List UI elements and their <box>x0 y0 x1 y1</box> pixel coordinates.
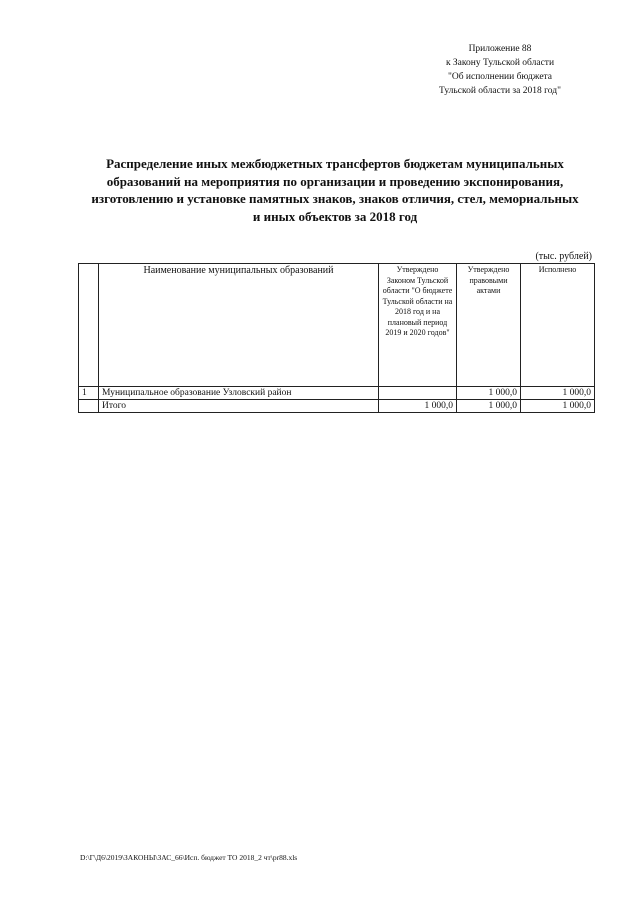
appendix-line-4: Тульской области за 2018 год" <box>439 86 561 96</box>
document-title: Распределение иных межбюджетных трансфертов бюджетам муниципальных образований на мероприятия по организации и проведению экспонирования, изготовлению и установке памятных знаков, знаков отличия, стел, мемориальных и иных объектов за 2018 год <box>91 156 579 224</box>
appendix-line-2: к Закону Тульской области <box>445 58 555 68</box>
row-approved-acts: 1 000,0 <box>457 387 521 400</box>
row-num: 1 <box>79 387 99 400</box>
units-label: (тыс. рублей) <box>535 251 592 262</box>
table-row-total <box>79 400 595 413</box>
table-header-row <box>79 264 595 387</box>
row-executed: 1 000,0 <box>521 387 595 400</box>
row-name: Муниципальное образование Узловский район <box>99 387 379 400</box>
total-approved-acts: 1 000,0 <box>457 400 521 413</box>
total-name: Итого <box>99 400 379 413</box>
appendix-line-1: Приложение 88 <box>468 44 532 54</box>
appendix-header <box>400 42 600 98</box>
total-num <box>79 400 99 413</box>
header-approved-law: Утверждено Законом Тульской области "О бюджете Тульской области на 2018 год и на плановый период 2019 и 2020 годов" <box>379 264 457 387</box>
transfers-table <box>78 263 595 413</box>
header-executed: Исполнено <box>521 264 595 387</box>
header-name: Наименование муниципальных образований <box>99 264 379 387</box>
header-approved-acts: Утверждено правовыми актами <box>457 264 521 387</box>
table-row <box>79 387 595 400</box>
row-approved-law <box>379 387 457 400</box>
header-num <box>79 264 99 387</box>
total-executed: 1 000,0 <box>521 400 595 413</box>
total-approved-law: 1 000,0 <box>379 400 457 413</box>
file-path-footer: D:\Г\Д6\2019\ЗАКОНЫ\ЗАС_66\Исп. бюджет ТО 2018_2 чт\pr88.xls <box>80 853 298 862</box>
appendix-line-3: "Об исполнении бюджета <box>447 72 553 82</box>
